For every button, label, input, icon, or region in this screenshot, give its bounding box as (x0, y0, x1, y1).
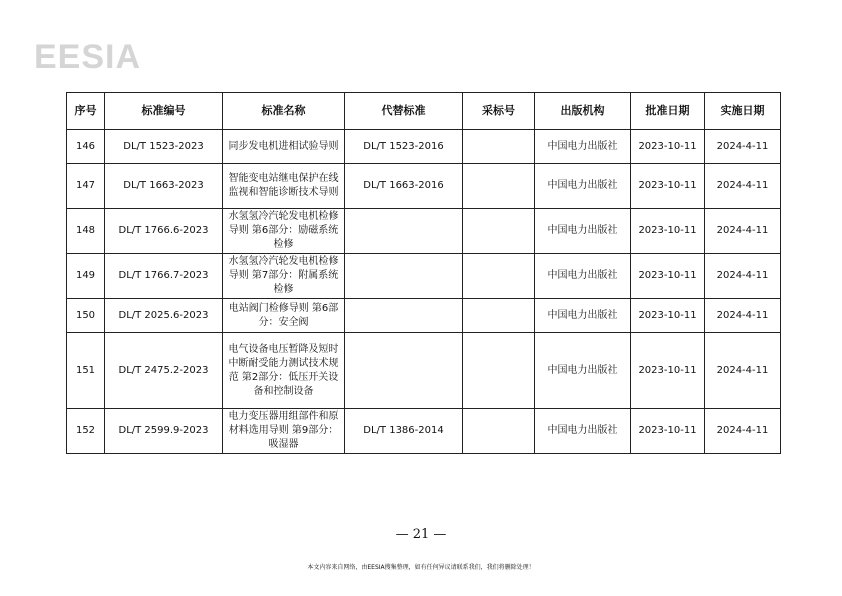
table-row (67, 254, 781, 299)
header-code: 标准编号 (105, 93, 223, 130)
cell-replaces (345, 209, 463, 254)
cell-effective: 2024-4-11 (705, 333, 781, 409)
cell-adopted (463, 164, 535, 209)
cell-no: 148 (67, 209, 105, 254)
cell-name: 电气设备电压暂降及短时中断耐受能力测试技术规范 第2部分：低压开关设备和控制设备 (223, 333, 345, 409)
eesia-logo: EESIA (34, 38, 142, 76)
cell-adopted (463, 409, 535, 454)
cell-effective: 2024-4-11 (705, 130, 781, 164)
table-row (67, 299, 781, 333)
header-publisher: 出版机构 (535, 93, 631, 130)
cell-name: 水氢氢冷汽轮发电机检修导则 第7部分：附属系统检修 (223, 254, 345, 299)
footer-disclaimer: 本文内容来自网络，由EESIA搜集整理，如有任何异议请联系我们，我们将删除处理！ (307, 564, 535, 571)
cell-code: DL/T 2475.2-2023 (105, 333, 223, 409)
cell-effective: 2024-4-11 (705, 209, 781, 254)
cell-approved: 2023-10-11 (631, 209, 705, 254)
cell-approved: 2023-10-11 (631, 254, 705, 299)
cell-effective: 2024-4-11 (705, 164, 781, 209)
table-row (67, 164, 781, 209)
cell-replaces: DL/T 1663-2016 (345, 164, 463, 209)
cell-effective: 2024-4-11 (705, 254, 781, 299)
cell-publisher: 中国电力出版社 (535, 209, 631, 254)
cell-code: DL/T 2025.6-2023 (105, 299, 223, 333)
table-header-row (67, 93, 781, 130)
cell-replaces: DL/T 1523-2016 (345, 130, 463, 164)
standards-table (66, 92, 781, 454)
cell-effective: 2024-4-11 (705, 409, 781, 454)
cell-publisher: 中国电力出版社 (535, 409, 631, 454)
cell-publisher: 中国电力出版社 (535, 164, 631, 209)
page-number: — 21 — (395, 527, 447, 542)
header-no: 序号 (67, 93, 105, 130)
cell-no: 150 (67, 299, 105, 333)
cell-effective: 2024-4-11 (705, 299, 781, 333)
cell-replaces (345, 299, 463, 333)
cell-replaces (345, 254, 463, 299)
cell-no: 149 (67, 254, 105, 299)
cell-approved: 2023-10-11 (631, 333, 705, 409)
cell-approved: 2023-10-11 (631, 299, 705, 333)
table-row (67, 333, 781, 409)
cell-name: 水氢氢冷汽轮发电机检修导则 第6部分：励磁系统检修 (223, 209, 345, 254)
cell-no: 146 (67, 130, 105, 164)
cell-adopted (463, 254, 535, 299)
cell-approved: 2023-10-11 (631, 164, 705, 209)
cell-code: DL/T 2599.9-2023 (105, 409, 223, 454)
cell-code: DL/T 1766.6-2023 (105, 209, 223, 254)
cell-publisher: 中国电力出版社 (535, 130, 631, 164)
cell-adopted (463, 130, 535, 164)
cell-replaces (345, 333, 463, 409)
header-name: 标准名称 (223, 93, 345, 130)
cell-name: 电力变压器用组部件和原材料选用导则 第9部分：吸湿器 (223, 409, 345, 454)
cell-publisher: 中国电力出版社 (535, 254, 631, 299)
header-adopted: 采标号 (463, 93, 535, 130)
cell-adopted (463, 333, 535, 409)
cell-approved: 2023-10-11 (631, 409, 705, 454)
cell-name: 同步发电机进相试验导则 (223, 130, 345, 164)
cell-name: 智能变电站继电保护在线监视和智能诊断技术导则 (223, 164, 345, 209)
cell-code: DL/T 1663-2023 (105, 164, 223, 209)
cell-no: 152 (67, 409, 105, 454)
cell-adopted (463, 209, 535, 254)
cell-publisher: 中国电力出版社 (535, 299, 631, 333)
cell-name: 电站阀门检修导则 第6部分：安全阀 (223, 299, 345, 333)
header-effective: 实施日期 (705, 93, 781, 130)
table-row (67, 209, 781, 254)
header-approved: 批准日期 (631, 93, 705, 130)
table-row (67, 130, 781, 164)
cell-no: 151 (67, 333, 105, 409)
cell-approved: 2023-10-11 (631, 130, 705, 164)
cell-no: 147 (67, 164, 105, 209)
header-replaces: 代替标准 (345, 93, 463, 130)
cell-code: DL/T 1523-2023 (105, 130, 223, 164)
cell-adopted (463, 299, 535, 333)
cell-code: DL/T 1766.7-2023 (105, 254, 223, 299)
cell-replaces: DL/T 1386-2014 (345, 409, 463, 454)
cell-publisher: 中国电力出版社 (535, 333, 631, 409)
table-row (67, 409, 781, 454)
